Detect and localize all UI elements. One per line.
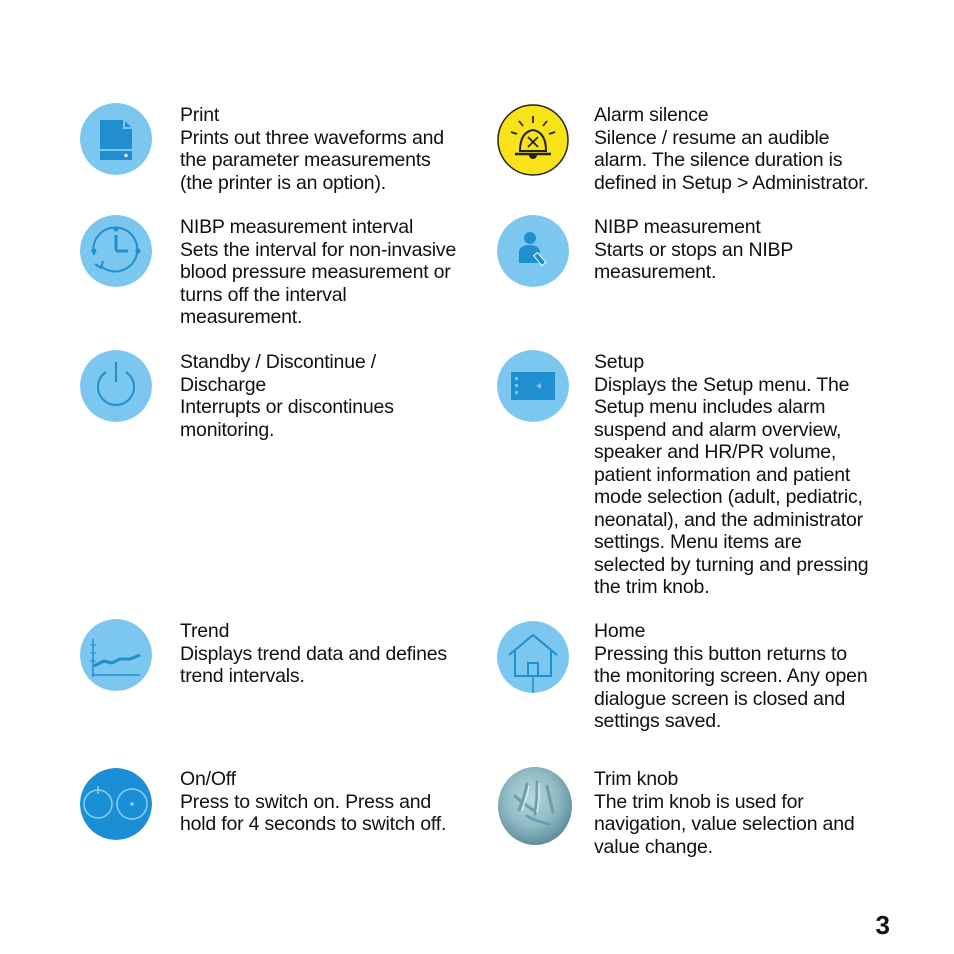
page-number: 3 <box>875 910 890 940</box>
nibp-person-icon <box>497 215 569 287</box>
item-title: On/Off <box>180 768 236 790</box>
item-title: Print <box>180 104 220 126</box>
trend-chart-icon <box>80 619 152 691</box>
item-title: Setup <box>594 351 644 373</box>
item-description: Prints out three waveforms and the parameter measurements (the printer is an option). <box>180 126 444 194</box>
item-description: Starts or stops an NIBP measurement. <box>594 238 794 283</box>
item-title: Standby / Discontinue / Discharge <box>180 351 376 396</box>
item-description: Interrupts or discontinues monitoring. <box>180 396 394 441</box>
item-title: Alarm silence <box>594 104 709 126</box>
setup-menu-icon <box>497 350 569 422</box>
item-title: NIBP measurement interval <box>180 216 414 238</box>
clock-interval-icon <box>80 215 152 287</box>
home-icon <box>497 621 569 693</box>
item-title: Home <box>594 620 646 642</box>
item-description: Press to switch on. Press and hold for 4 seconds to switch off. <box>180 790 447 835</box>
item-description: Sets the interval for non-invasive blood pressure measurement or turns off the interval measurement. <box>180 238 457 328</box>
item-description: Displays trend data and defines trend intervals. <box>180 642 447 687</box>
item-description: The trim knob is used for navigation, value selection and value change. <box>594 790 855 858</box>
item-title: Trend <box>180 620 230 642</box>
trim-knob-icon <box>497 766 573 846</box>
item-description: Displays the Setup menu. The Setup menu includes alarm suspend and alarm overview, speaker and HR/PR volume, patient information and patient mode selection (adult, pediatric, neonatal), and the administrator settings. Menu items are selected by turning and pressing the trim knob. <box>594 373 869 598</box>
on-off-icon <box>80 768 152 840</box>
print-icon <box>80 103 152 175</box>
item-title: NIBP measurement <box>594 216 761 238</box>
item-description: Pressing this button returns to the monitoring screen. Any open dialogue screen is closed and settings saved. <box>594 642 868 732</box>
power-standby-icon <box>80 350 152 422</box>
item-description: Silence / resume an audible alarm. The silence duration is defined in Setup > Administrator. <box>594 126 869 194</box>
item-title: Trim knob <box>594 768 679 790</box>
alarm-silence-icon <box>497 104 569 176</box>
